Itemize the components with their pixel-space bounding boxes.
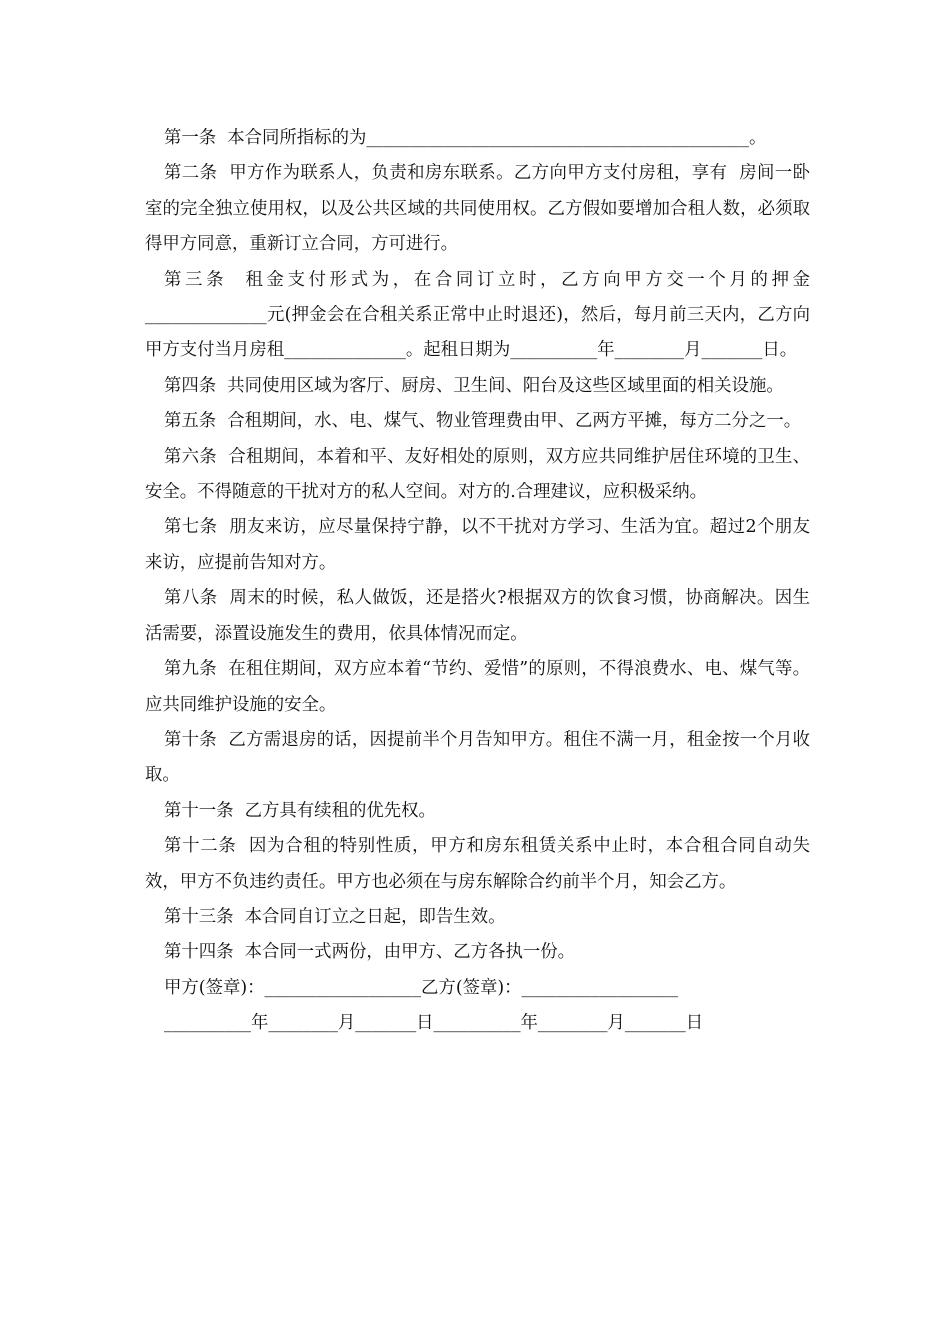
clause-8: 第八条 周末的时候，私人做饭，还是搭火?根据双方的饮食习惯，协商解决。因生活需要，添置设施发生的费用，依具体情况而定。 bbox=[145, 588, 810, 644]
clause-1: 第一条 本合同所指标的为____________________________________________。 bbox=[164, 128, 767, 148]
clause-14: 第十四条 本合同一式两份，由甲方、乙方各执一份。 bbox=[164, 942, 576, 963]
clause-12: 第十二条 因为合租的特别性质，甲方和房东租赁关系中止时，本合租合同自动失效，甲方不负违约责任。甲方也必须在与房东解除合约前半个月，知会乙方。 bbox=[145, 836, 810, 892]
clause-6: 第六条 合租期间，本着和平、友好相处的原则，双方应共同维护居住环境的卫生、安全。不得随意的干扰对方的私人空间。对方的.合理建议，应积极采纳。 bbox=[145, 446, 810, 503]
clause-9: 第九条 在租住期间，双方应本着“节约、爱惜”的原则，不得浪费水、电、煤气等。应共同维护设施的安全。 bbox=[145, 659, 810, 715]
clause-3: 第三条 租金支付形式为，在合同订立时，乙方向甲方交一个月的押金______________元(押金会在合租关系正常中止时退还)，然后，每月前三天内，乙方向甲方支付当月房租______________。起租日期为__________年________月_______日。 bbox=[145, 269, 810, 361]
clause-11: 第十一条 乙方具有续租的优先权。 bbox=[164, 800, 436, 821]
signature-line: 甲方(签章)：__________________乙方(签章)：__________________ bbox=[164, 977, 679, 998]
clause-7: 第七条 朋友来访，应尽量保持宁静，以不干扰对方学习、生活为宜。超过2个朋友来访，应提前告知对方。 bbox=[145, 517, 810, 573]
clause-2: 第二条 甲方作为联系人，负责和房东联系。乙方向甲方支付房租，享有 房间一卧室的完全独立使用权，以及公共区域的共同使用权。乙方假如要增加合租人数，必须取得甲方同意，重新订立合同，方可进行。 bbox=[145, 163, 810, 255]
signature-dates: __________年________月_______日__________年________月_______日 bbox=[164, 1013, 704, 1034]
clause-5: 第五条 合租期间，水、电、煤气、物业管理费由甲、乙两方平摊，每方二分之一。 bbox=[164, 411, 802, 432]
clause-10: 第十条 乙方需退房的话，因提前半个月告知甲方。租住不满一月，租金按一个月收取。 bbox=[145, 729, 810, 786]
clause-13: 第十三条 本合同自订立之日起，即告生效。 bbox=[164, 906, 506, 927]
clause-4: 第四条 共同使用区域为客厅、厨房、卫生间、阳台及这些区域里面的相关设施。 bbox=[164, 375, 784, 396]
